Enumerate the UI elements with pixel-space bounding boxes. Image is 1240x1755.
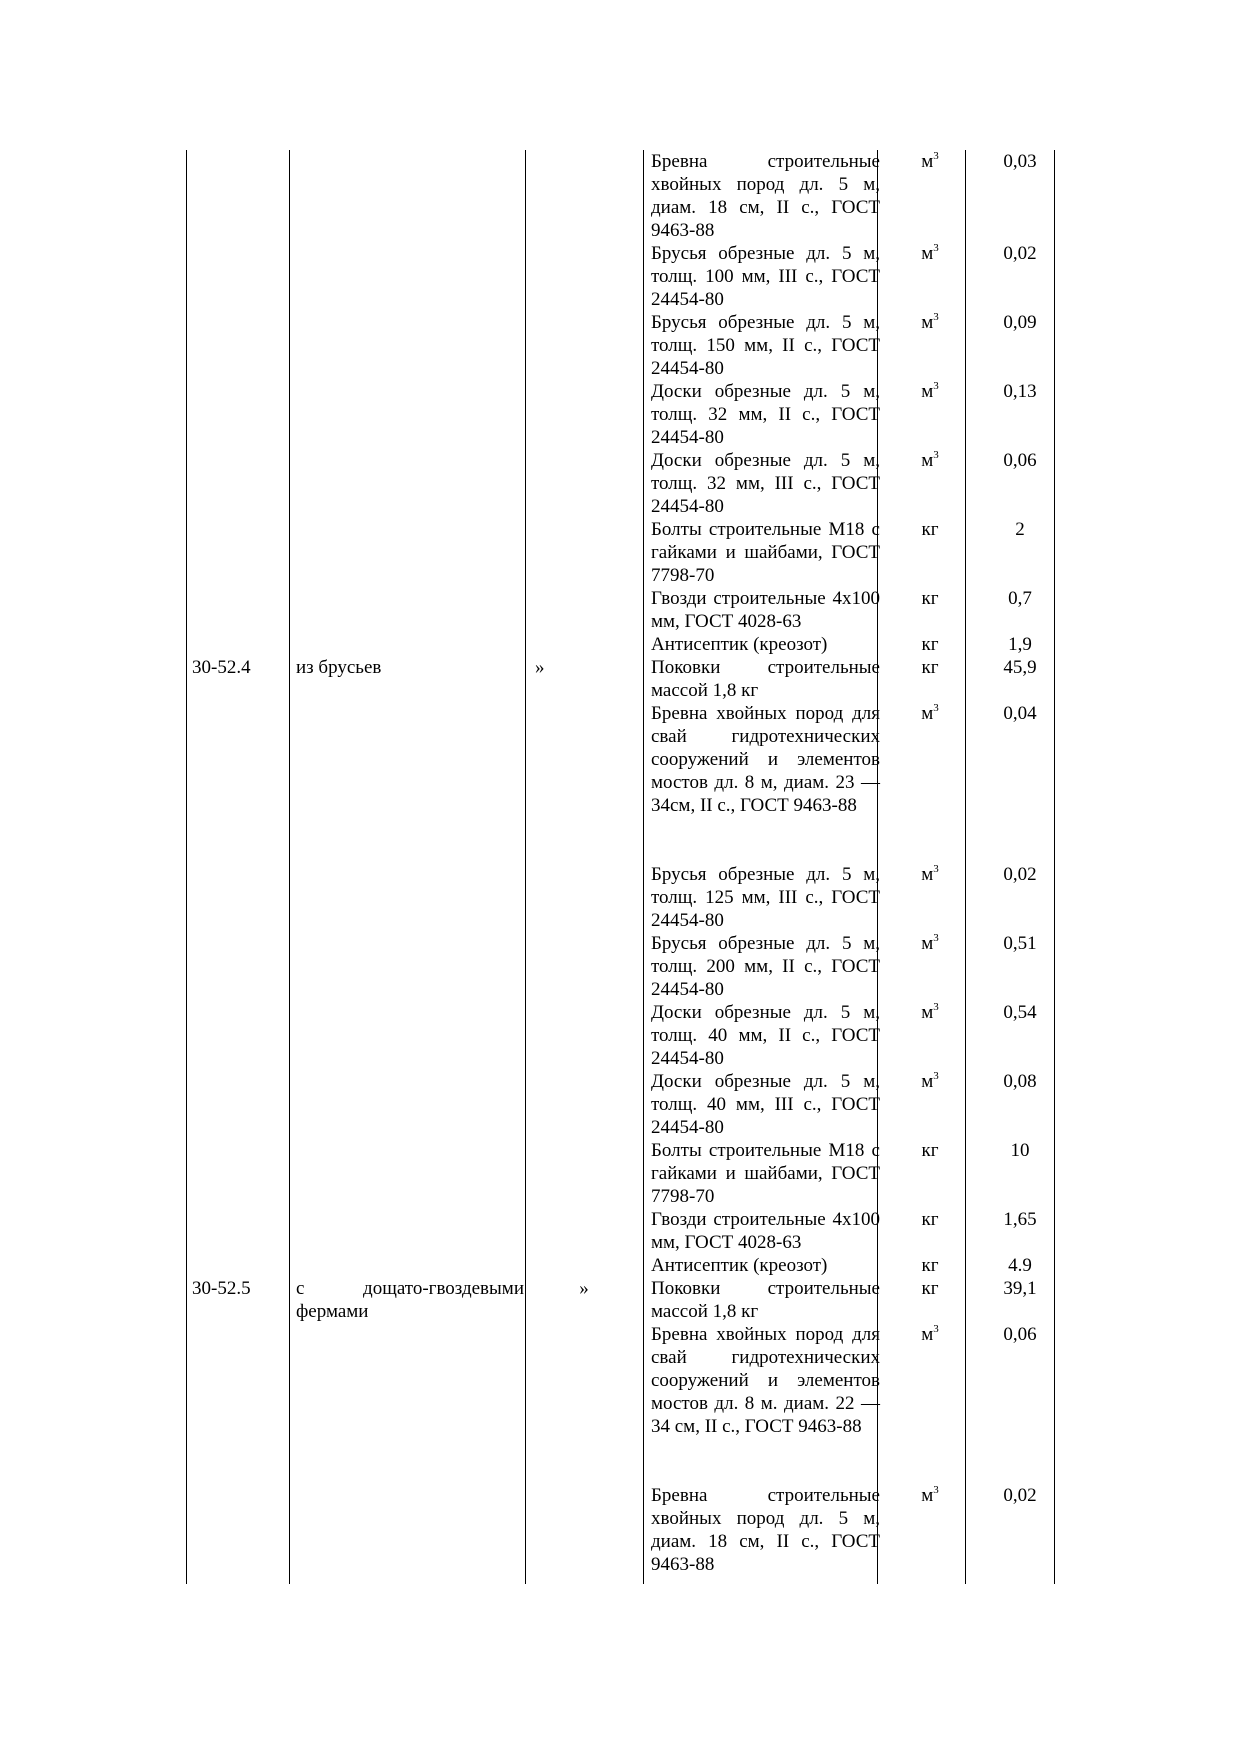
column-divider [965,150,966,1584]
unit: $м^3$ [921,932,939,954]
quantity: 39,1 [1003,1278,1037,1299]
unit: кг [921,519,939,540]
material-name: Бревна хвойных пород для свай гидротехнических сооружений и элементов мостов дл. 8 м, диам. 23 — 34см, II с., ГОСТ 9463-88 [651,703,880,816]
unit: кг [921,1278,939,1299]
material-name: Болты строительные М18 с гайками и шайбами, ГОСТ 7798-70 [651,519,880,586]
material-name: Брусья обрезные дл. 5 м, толщ. 125 мм, III с., ГОСТ 24454-80 [651,864,880,931]
material-name: Доски обрезные дл. 5 м, толщ. 32 мм, III с., ГОСТ 24454-80 [651,450,880,517]
material-name: Брусья обрезные дл. 5 м, толщ. 200 мм, II с., ГОСТ 24454-80 [651,933,880,1000]
quantity: 4.9 [1008,1255,1032,1276]
material-name: Бревна строительные хвойных пород дл. 5 м, диам. 18 см, II с., ГОСТ 9463-88 [651,1485,880,1575]
unit: $м^3$ [921,242,939,264]
item-name: из брусьев [296,657,382,678]
material-name: Брусья обрезные дл. 5 м, толщ. 150 мм, II с., ГОСТ 24454-80 [651,312,880,379]
ditto-mark: » [579,1278,589,1299]
quantity: 0,02 [1003,1485,1037,1506]
quantity: 0,04 [1003,703,1037,724]
unit: $м^3$ [921,1070,939,1092]
quantity: 0,08 [1003,1071,1037,1092]
unit: кг [921,1209,939,1230]
unit: $м^3$ [921,150,939,172]
unit: $м^3$ [921,702,939,724]
material-name: Доски обрезные дл. 5 м, толщ. 40 мм, II с., ГОСТ 24454-80 [651,1002,880,1069]
item-code: 30-52.4 [192,657,251,678]
quantity: 0,09 [1003,312,1037,333]
quantity: 0,06 [1003,1324,1037,1345]
item-code: 30-52.5 [192,1278,251,1299]
unit: $м^3$ [921,311,939,333]
quantity: 0,54 [1003,1002,1037,1023]
unit: $м^3$ [921,1484,939,1506]
quantity: 1,9 [1008,634,1032,655]
ditto-mark: » [535,657,545,678]
unit: $м^3$ [921,449,939,471]
table-border-left [186,150,187,1584]
material-name: Гвозди строительные 4х100 мм, ГОСТ 4028-63 [651,588,880,632]
quantity: 0,02 [1003,864,1037,885]
column-divider [525,150,526,1584]
material-name: Антисептик (креозот) [651,634,828,655]
unit: кг [921,634,939,655]
quantity: 45,9 [1003,657,1037,678]
material-name: Доски обрезные дл. 5 м, толщ. 32 мм, II с., ГОСТ 24454-80 [651,381,880,448]
quantity: 1,65 [1003,1209,1037,1230]
material-name: Болты строительные М18 с гайками и шайбами, ГОСТ 7798-70 [651,1140,880,1207]
material-name: Поковки строительные массой 1,8 кг [651,657,880,701]
unit: кг [921,1140,939,1161]
material-name: Доски обрезные дл. 5 м, толщ. 40 мм, III с., ГОСТ 24454-80 [651,1071,880,1138]
unit: $м^3$ [921,863,939,885]
quantity: 0,06 [1003,450,1037,471]
material-name: Гвозди строительные 4х100 мм, ГОСТ 4028-63 [651,1209,880,1253]
unit: кг [921,657,939,678]
quantity: 10 [1010,1140,1030,1161]
material-name: Брусья обрезные дл. 5 м, толщ. 100 мм, III с., ГОСТ 24454-80 [651,243,880,310]
material-name: Бревна хвойных пород для свай гидротехнических сооружений и элементов мостов дл. 8 м. диам. 22 — 34 см, II с., ГОСТ 9463-88 [651,1324,880,1437]
item-name: с дощато-гвоздевыми фермами [296,1278,524,1322]
unit: $м^3$ [921,1323,939,1345]
quantity: 0,51 [1003,933,1037,954]
quantity: 2 [1015,519,1025,540]
unit: $м^3$ [921,1001,939,1023]
unit: кг [921,1255,939,1276]
column-divider [289,150,290,1584]
column-divider [643,150,644,1584]
unit: $м^3$ [921,380,939,402]
material-name: Антисептик (креозот) [651,1255,828,1276]
material-name: Бревна строительные хвойных пород дл. 5 м, диам. 18 см, II с., ГОСТ 9463-88 [651,151,880,241]
quantity: 0,7 [1008,588,1032,609]
unit: кг [921,588,939,609]
material-name: Поковки строительные массой 1,8 кг [651,1278,880,1322]
quantity: 0,13 [1003,381,1037,402]
quantity: 0,02 [1003,243,1037,264]
quantity: 0,03 [1003,151,1037,172]
